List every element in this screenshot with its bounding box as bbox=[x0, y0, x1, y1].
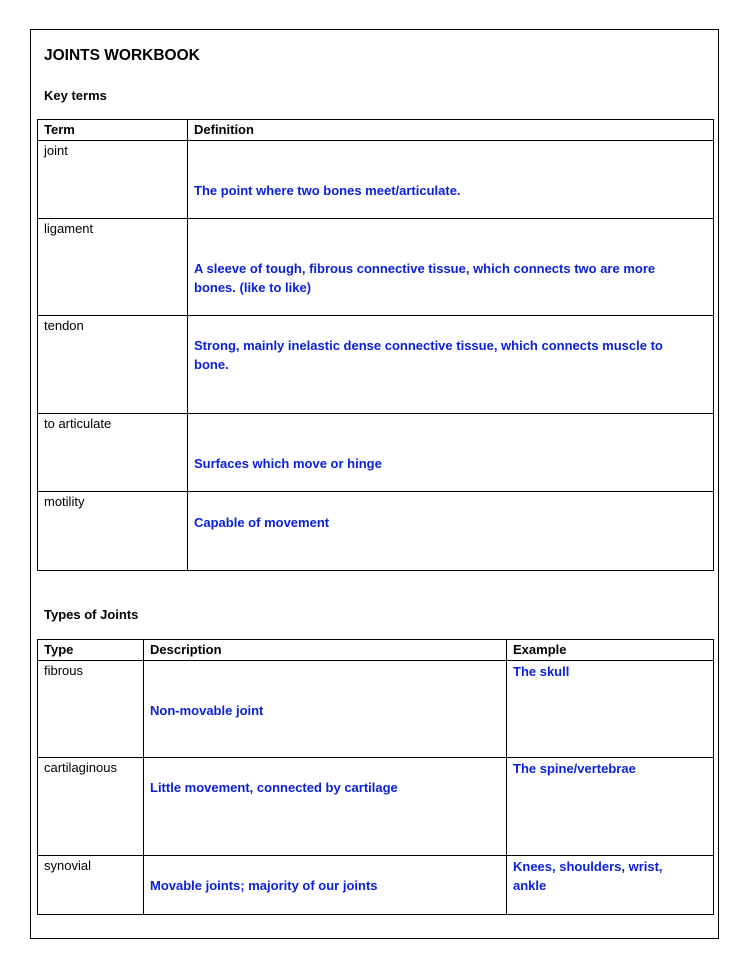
definition-text: Surfaces which move or hinge bbox=[194, 456, 382, 471]
term-cell: motility bbox=[38, 492, 188, 571]
term-cell: to articulate bbox=[38, 414, 188, 492]
column-header-description: Description bbox=[144, 640, 507, 661]
types-heading: Types of Joints bbox=[44, 607, 139, 622]
key-terms-heading: Key terms bbox=[44, 88, 107, 103]
type-cell: synovial bbox=[38, 856, 144, 915]
example-text: Knees, shoulders, wrist, ankle bbox=[513, 859, 663, 893]
example-cell bbox=[507, 856, 714, 915]
column-header-term: Term bbox=[38, 120, 188, 141]
definition-cell bbox=[188, 141, 714, 219]
column-header-definition: Definition bbox=[188, 120, 714, 141]
column-header-type: Type bbox=[38, 640, 144, 661]
table-row bbox=[38, 316, 714, 414]
table-row bbox=[38, 492, 714, 571]
description-cell bbox=[144, 758, 507, 856]
definition-text: A sleeve of tough, fibrous connective tissue, which connects two are more bones. (like to like) bbox=[194, 261, 656, 295]
type-cell: fibrous bbox=[38, 661, 144, 758]
table-row bbox=[38, 758, 714, 856]
description-text: Non-movable joint bbox=[150, 703, 264, 718]
term-cell: ligament bbox=[38, 219, 188, 316]
definition-cell bbox=[188, 414, 714, 492]
page-title: JOINTS WORKBOOK bbox=[44, 47, 200, 64]
table-row bbox=[38, 856, 714, 915]
table-header-row bbox=[38, 120, 714, 141]
example-text: The skull bbox=[513, 664, 570, 679]
description-cell bbox=[144, 661, 507, 758]
description-text: Movable joints; majority of our joints bbox=[150, 878, 378, 893]
term-cell: joint bbox=[38, 141, 188, 219]
definition-text: Capable of movement bbox=[194, 515, 330, 530]
example-text: The spine/vertebrae bbox=[513, 761, 636, 776]
example-cell bbox=[507, 661, 714, 758]
definition-text: Strong, mainly inelastic dense connective tissue, which connects muscle to bone. bbox=[194, 338, 663, 372]
table-row bbox=[38, 661, 714, 758]
table-header-row bbox=[38, 640, 714, 661]
table-row bbox=[38, 141, 714, 219]
description-text: Little movement, connected by cartilage bbox=[150, 780, 398, 795]
definition-cell bbox=[188, 316, 714, 414]
term-cell: tendon bbox=[38, 316, 188, 414]
table-row bbox=[38, 219, 714, 316]
description-cell bbox=[144, 856, 507, 915]
type-cell: cartilaginous bbox=[38, 758, 144, 856]
example-cell bbox=[507, 758, 714, 856]
definition-cell bbox=[188, 219, 714, 316]
table-row bbox=[38, 414, 714, 492]
key-terms-table bbox=[37, 119, 714, 571]
definition-cell bbox=[188, 492, 714, 571]
types-table bbox=[37, 639, 714, 915]
column-header-example: Example bbox=[507, 640, 714, 661]
definition-text: The point where two bones meet/articulate. bbox=[194, 183, 461, 198]
